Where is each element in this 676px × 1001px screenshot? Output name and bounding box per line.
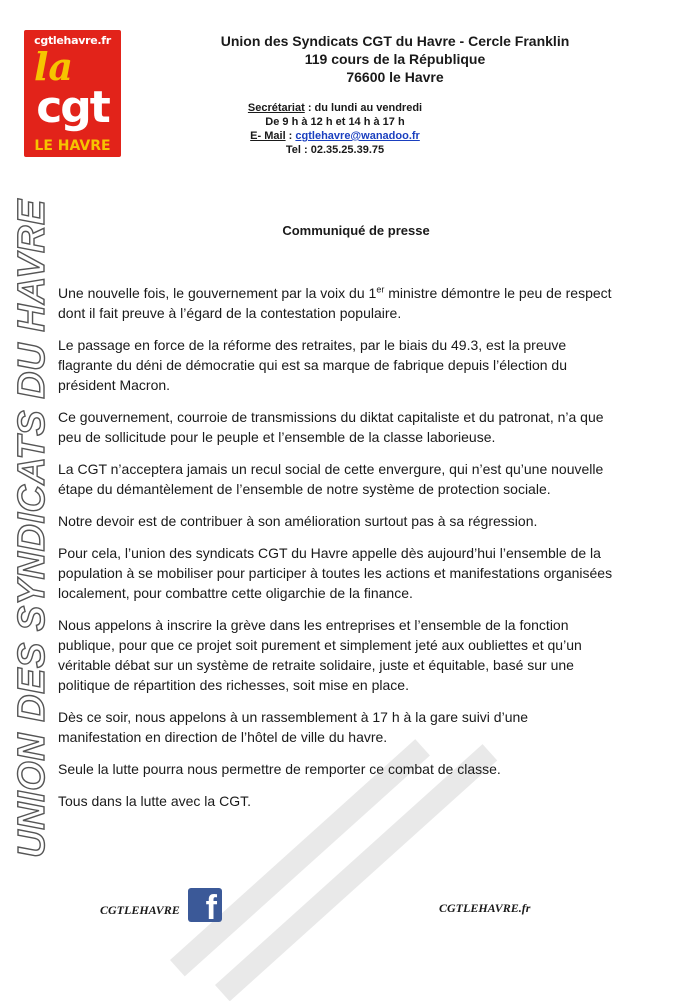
press-release-body: [58, 283, 614, 823]
logo-la: la: [34, 44, 74, 89]
cgt-logo: [24, 30, 121, 157]
paragraph: Tous dans la lutte avec la CGT.: [58, 793, 251, 809]
phone-number: Tel : 02.35.25.39.75: [285, 144, 385, 156]
email-link[interactable]: cgtlehavre@wanadoo.fr: [295, 130, 420, 142]
header-city-line: 76600 le Havre: [346, 69, 444, 85]
logo-site: cgtlehavre.fr: [34, 34, 111, 47]
footer-facebook-name[interactable]: CGTLEHAVRE: [100, 903, 180, 917]
vertical-union-text: [8, 168, 56, 888]
office-hours: De 9 h à 12 h et 14 h à 17 h: [265, 116, 405, 128]
email-separator: :: [285, 130, 296, 142]
vertical-union-label: UNION DES SYNDICATS DU HAVRE: [10, 198, 53, 858]
press-release-title: Communiqué de presse: [282, 223, 430, 238]
paragraph: Dès ce soir, nous appelons à un rassemblement à 17 h à la gare suivi d’une manifestation en direction de l’hôtel de ville du havre.: [58, 709, 529, 745]
paragraph: Nous appelons à inscrire la grève dans les entreprises et l’ensemble de la fonction publique, pour que ce projet soit purement et simplement jeté aux oubliettes et qu’un véritable débat sur un système de retraite solidaire, juste et équitable, basé sur une politique de répartition des richesses, soit mise en place.: [58, 617, 582, 693]
paragraph: Pour cela, l’union des syndicats CGT du Havre appelle dès aujourd’hui l’ensemble de la population à se mobiliser pour participer à toutes les actions et manifestations organisées localement, pour combattre cette oligarchie de la finance.: [58, 545, 613, 601]
secretariat-label: Secrétariat: [247, 102, 305, 114]
superscript: er: [376, 284, 385, 295]
paragraph: [58, 283, 614, 323]
paragraph-text: ministre démontre le peu de respect dont il fait preuve à l’égard de la contestation populaire.: [58, 285, 612, 321]
contact-block: [200, 101, 470, 157]
footer-website[interactable]: CGTLEHAVRE.fr: [439, 901, 531, 915]
secretariat-days: : du lundi au vendredi: [304, 102, 423, 114]
facebook-glyph: f: [205, 889, 217, 922]
letterhead: [130, 32, 660, 86]
header-address-line: 119 cours de la République: [304, 51, 486, 67]
paragraph: Ce gouvernement, courroie de transmissions du diktat capitaliste et du patronat, n’a que peu de sollicitude pour le peuple et l’ensemble de la classe laborieuse.: [58, 409, 604, 445]
header-org-line: Union des Syndicats CGT du Havre - Cercle Franklin: [220, 33, 570, 49]
logo-cgt: cgt: [36, 82, 109, 133]
paragraph: La CGT n’acceptera jamais un recul social de cette envergure, qui n’est qu’une nouvelle étape du démantèlement de l’ensemble de notre système de protection sociale.: [58, 461, 604, 497]
email-label: E- Mail: [250, 130, 286, 142]
paragraph: Notre devoir est de contribuer à son amélioration surtout pas à sa régression.: [58, 513, 538, 529]
paragraph: Le passage en force de la réforme des retraites, par le biais du 49.3, est la preuve flagrante du déni de démocratie qui est sa marque de fabrique depuis l’élection du président Macron.: [58, 337, 567, 393]
logo-city: LE HAVRE: [34, 138, 111, 154]
paragraph: Seule la lutte pourra nous permettre de remporter ce combat de classe.: [58, 761, 501, 777]
facebook-icon[interactable]: [188, 888, 222, 922]
paragraph-text: Une nouvelle fois, le gouvernement par la voix du 1: [58, 285, 377, 301]
